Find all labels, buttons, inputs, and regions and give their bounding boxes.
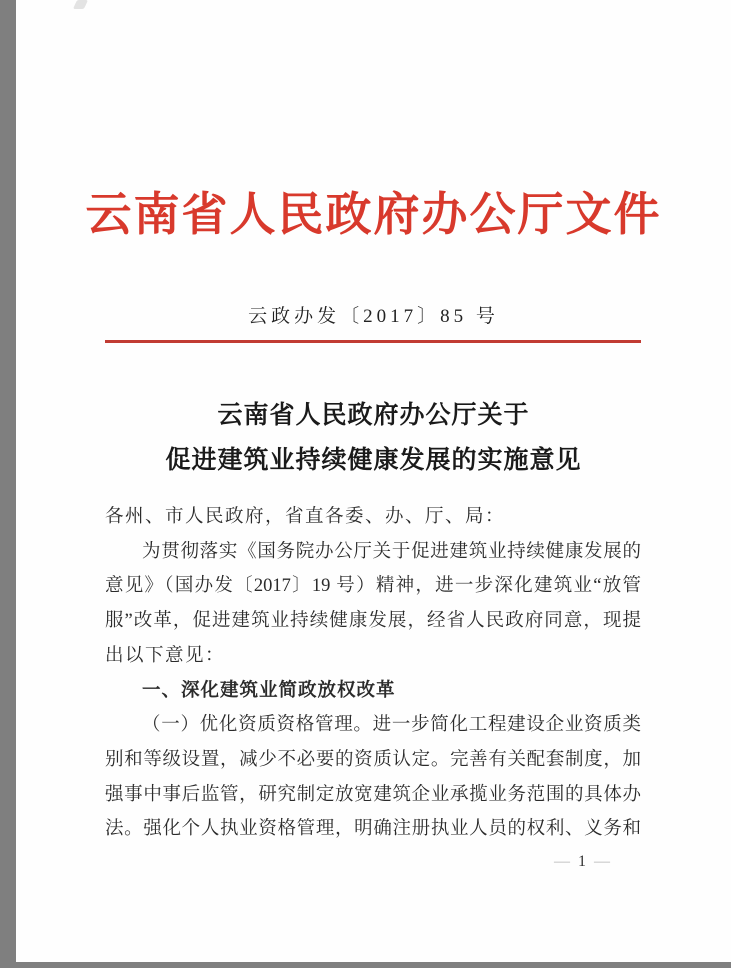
red-divider-line <box>105 340 641 343</box>
body-line: 为贯彻落实《国务院办公厅关于促进建筑业持续健康发展的 <box>142 541 641 562</box>
document-title <box>16 393 731 483</box>
scan-artifact-mark <box>73 0 88 9</box>
page-number-value: 1 <box>578 853 588 870</box>
page-number-dash-left: — <box>554 853 572 870</box>
document-title-line2: 促进建筑业持续健康发展的实施意见 <box>165 447 582 474</box>
scan-border-left <box>0 0 16 968</box>
body-line: 意见》（国办发〔2017〕19 号）精神，进一步深化建筑业“放管 <box>105 576 641 597</box>
body-line: （一）优化资质资格管理。进一步简化工程建设企业资质类 <box>142 715 641 736</box>
page-number <box>548 853 618 871</box>
document-header-title: 云南省人民政府办公厅文件 <box>85 189 662 240</box>
body-line: 法。强化个人执业资格管理，明确注册执业人员的权利、义务和 <box>105 819 641 840</box>
document-number: 云政办发〔2017〕85 号 <box>248 306 499 327</box>
body-line: 出以下意见： <box>105 645 226 666</box>
section-heading: 一、深化建筑业简政放权改革 <box>142 679 396 701</box>
body-line: 强事中事后监管，研究制定放宽建筑企业承揽业务范围的具体办 <box>105 784 641 805</box>
body-line: 别和等级设置，减少不必要的资质认定。完善有关配套制度，加 <box>105 749 641 770</box>
salutation-line: 各州、市人民政府，省直各委、办、厅、局： <box>105 507 506 527</box>
document-title-line1: 云南省人民政府办公厅关于 <box>217 402 530 429</box>
page-number-dash-right: — <box>594 853 612 870</box>
document-body <box>105 500 641 847</box>
scan-border-bottom <box>0 962 731 968</box>
body-line: 服”改革，促进建筑业持续健康发展，经省人民政府同意，现提 <box>105 611 641 632</box>
